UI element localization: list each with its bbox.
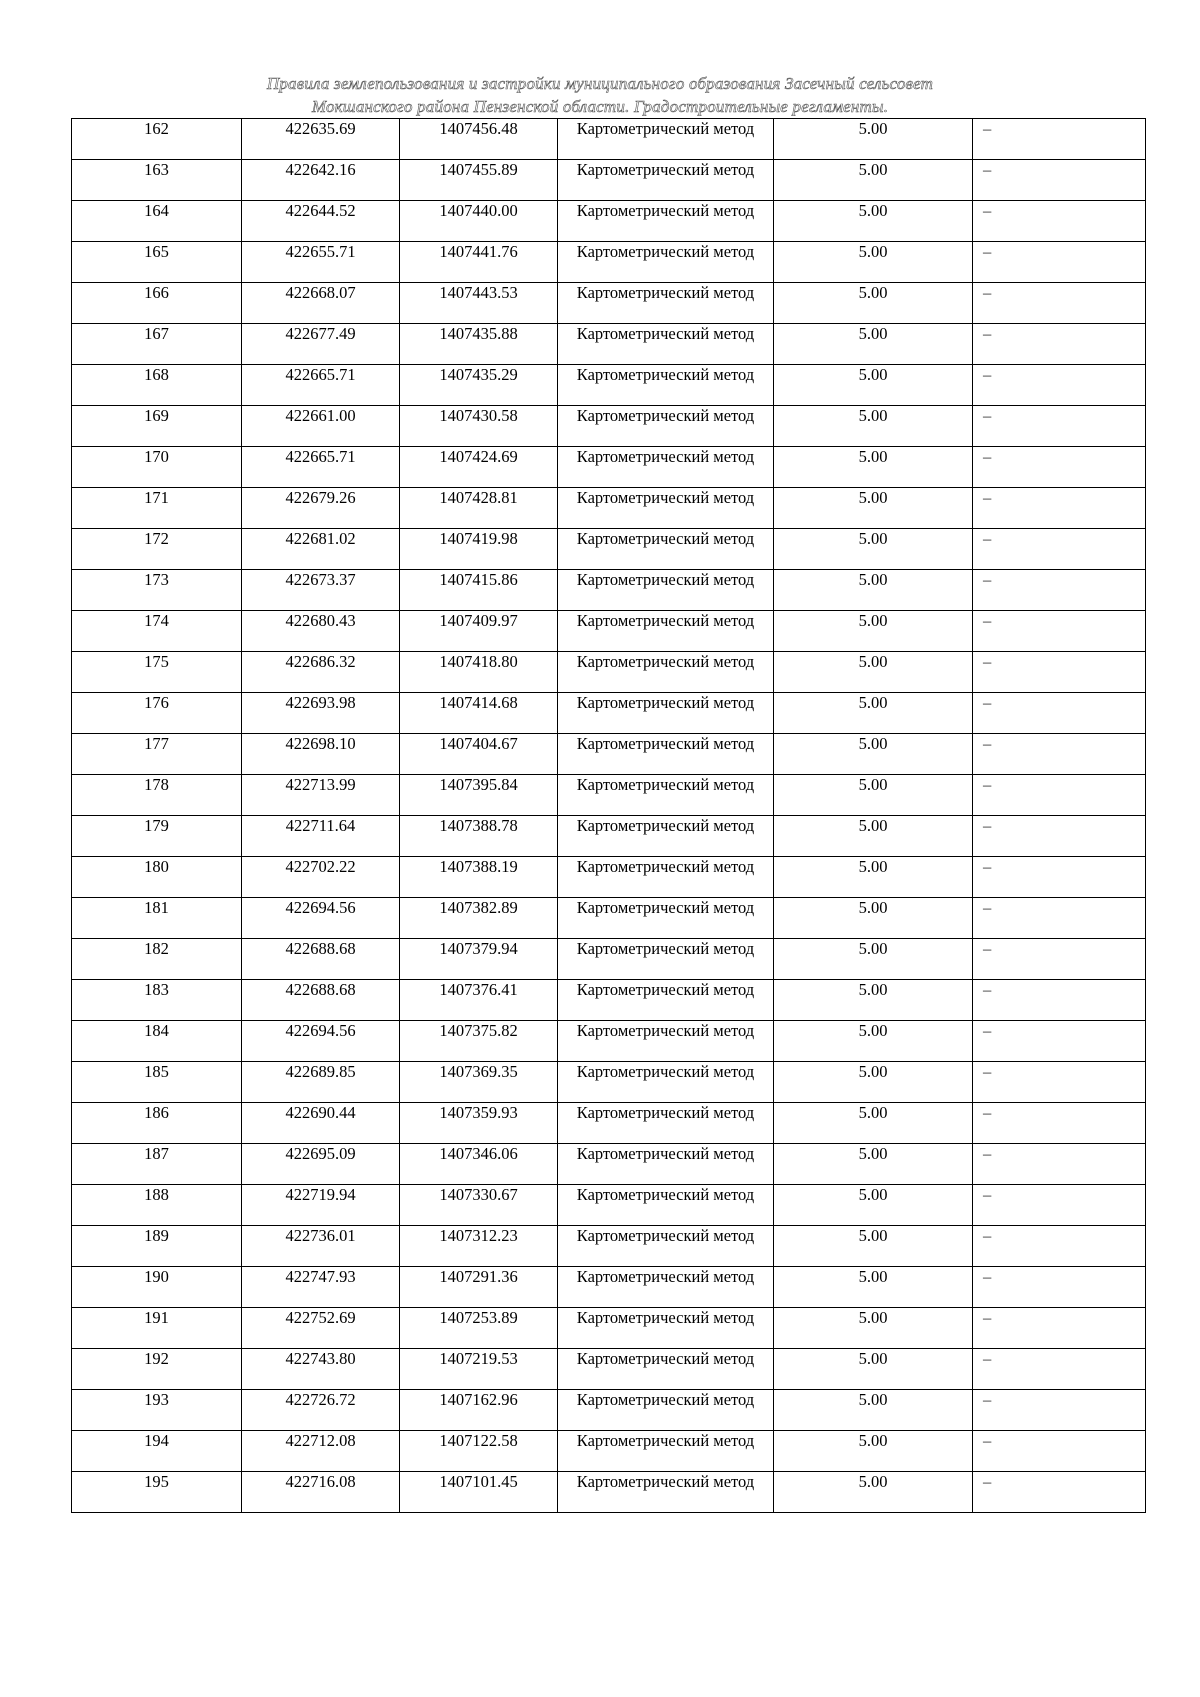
point-number-cell: 167 bbox=[72, 324, 242, 365]
y-coordinate-cell: 1407430.58 bbox=[400, 406, 558, 447]
method-cell: Картометрический метод bbox=[558, 1390, 774, 1431]
method-cell: Картометрический метод bbox=[558, 775, 774, 816]
y-coordinate-cell: 1407435.29 bbox=[400, 365, 558, 406]
note-cell: – bbox=[973, 242, 1146, 283]
x-coordinate-cell: 422668.07 bbox=[242, 283, 400, 324]
note-cell: – bbox=[973, 1390, 1146, 1431]
point-number-cell: 177 bbox=[72, 734, 242, 775]
point-number-cell: 170 bbox=[72, 447, 242, 488]
precision-cell: 5.00 bbox=[774, 1185, 973, 1226]
point-number-cell: 195 bbox=[72, 1472, 242, 1513]
note-cell: – bbox=[973, 1103, 1146, 1144]
precision-cell: 5.00 bbox=[774, 119, 973, 160]
note-cell: – bbox=[973, 488, 1146, 529]
y-coordinate-cell: 1407101.45 bbox=[400, 1472, 558, 1513]
x-coordinate-cell: 422665.71 bbox=[242, 447, 400, 488]
point-number-cell: 191 bbox=[72, 1308, 242, 1349]
table-row bbox=[72, 1349, 1146, 1390]
x-coordinate-cell: 422644.52 bbox=[242, 201, 400, 242]
precision-cell: 5.00 bbox=[774, 980, 973, 1021]
note-cell: – bbox=[973, 693, 1146, 734]
y-coordinate-cell: 1407382.89 bbox=[400, 898, 558, 939]
x-coordinate-cell: 422673.37 bbox=[242, 570, 400, 611]
point-number-cell: 165 bbox=[72, 242, 242, 283]
x-coordinate-cell: 422665.71 bbox=[242, 365, 400, 406]
table-row bbox=[72, 1103, 1146, 1144]
y-coordinate-cell: 1407395.84 bbox=[400, 775, 558, 816]
precision-cell: 5.00 bbox=[774, 1103, 973, 1144]
point-number-cell: 172 bbox=[72, 529, 242, 570]
x-coordinate-cell: 422681.02 bbox=[242, 529, 400, 570]
point-number-cell: 163 bbox=[72, 160, 242, 201]
header-line-2: Мокшанского района Пензенской области. Градостроительные регламенты. bbox=[311, 97, 889, 116]
precision-cell: 5.00 bbox=[774, 1021, 973, 1062]
precision-cell: 5.00 bbox=[774, 857, 973, 898]
point-number-cell: 164 bbox=[72, 201, 242, 242]
table-row bbox=[72, 365, 1146, 406]
y-coordinate-cell: 1407409.97 bbox=[400, 611, 558, 652]
note-cell: – bbox=[973, 652, 1146, 693]
precision-cell: 5.00 bbox=[774, 1308, 973, 1349]
x-coordinate-cell: 422688.68 bbox=[242, 939, 400, 980]
x-coordinate-cell: 422680.43 bbox=[242, 611, 400, 652]
table-row bbox=[72, 283, 1146, 324]
coordinates-table-body bbox=[72, 119, 1146, 1513]
method-cell: Картометрический метод bbox=[558, 1349, 774, 1390]
table-row bbox=[72, 775, 1146, 816]
point-number-cell: 187 bbox=[72, 1144, 242, 1185]
x-coordinate-cell: 422711.64 bbox=[242, 816, 400, 857]
table-row bbox=[72, 1390, 1146, 1431]
x-coordinate-cell: 422693.98 bbox=[242, 693, 400, 734]
table-row bbox=[72, 898, 1146, 939]
note-cell: – bbox=[973, 775, 1146, 816]
note-cell: – bbox=[973, 283, 1146, 324]
note-cell: – bbox=[973, 201, 1146, 242]
method-cell: Картометрический метод bbox=[558, 201, 774, 242]
precision-cell: 5.00 bbox=[774, 1472, 973, 1513]
table-row bbox=[72, 1267, 1146, 1308]
x-coordinate-cell: 422679.26 bbox=[242, 488, 400, 529]
note-cell: – bbox=[973, 1021, 1146, 1062]
y-coordinate-cell: 1407455.89 bbox=[400, 160, 558, 201]
y-coordinate-cell: 1407388.78 bbox=[400, 816, 558, 857]
table-row bbox=[72, 652, 1146, 693]
table-row bbox=[72, 1144, 1146, 1185]
table-row bbox=[72, 1021, 1146, 1062]
point-number-cell: 189 bbox=[72, 1226, 242, 1267]
y-coordinate-cell: 1407440.00 bbox=[400, 201, 558, 242]
method-cell: Картометрический метод bbox=[558, 1185, 774, 1226]
precision-cell: 5.00 bbox=[774, 160, 973, 201]
note-cell: – bbox=[973, 980, 1146, 1021]
point-number-cell: 169 bbox=[72, 406, 242, 447]
point-number-cell: 176 bbox=[72, 693, 242, 734]
point-number-cell: 166 bbox=[72, 283, 242, 324]
method-cell: Картометрический метод bbox=[558, 1308, 774, 1349]
point-number-cell: 171 bbox=[72, 488, 242, 529]
x-coordinate-cell: 422712.08 bbox=[242, 1431, 400, 1472]
method-cell: Картометрический метод bbox=[558, 816, 774, 857]
method-cell: Картометрический метод bbox=[558, 1472, 774, 1513]
y-coordinate-cell: 1407291.36 bbox=[400, 1267, 558, 1308]
y-coordinate-cell: 1407404.67 bbox=[400, 734, 558, 775]
precision-cell: 5.00 bbox=[774, 1431, 973, 1472]
table-row bbox=[72, 488, 1146, 529]
table-row bbox=[72, 1226, 1146, 1267]
table-row bbox=[72, 447, 1146, 488]
y-coordinate-cell: 1407330.67 bbox=[400, 1185, 558, 1226]
precision-cell: 5.00 bbox=[774, 242, 973, 283]
precision-cell: 5.00 bbox=[774, 1390, 973, 1431]
y-coordinate-cell: 1407456.48 bbox=[400, 119, 558, 160]
point-number-cell: 183 bbox=[72, 980, 242, 1021]
y-coordinate-cell: 1407424.69 bbox=[400, 447, 558, 488]
y-coordinate-cell: 1407443.53 bbox=[400, 283, 558, 324]
table-row bbox=[72, 693, 1146, 734]
precision-cell: 5.00 bbox=[774, 775, 973, 816]
table-row bbox=[72, 1062, 1146, 1103]
x-coordinate-cell: 422677.49 bbox=[242, 324, 400, 365]
x-coordinate-cell: 422661.00 bbox=[242, 406, 400, 447]
table-row bbox=[72, 1472, 1146, 1513]
point-number-cell: 179 bbox=[72, 816, 242, 857]
x-coordinate-cell: 422726.72 bbox=[242, 1390, 400, 1431]
x-coordinate-cell: 422716.08 bbox=[242, 1472, 400, 1513]
point-number-cell: 193 bbox=[72, 1390, 242, 1431]
method-cell: Картометрический метод bbox=[558, 283, 774, 324]
note-cell: – bbox=[973, 898, 1146, 939]
y-coordinate-cell: 1407435.88 bbox=[400, 324, 558, 365]
table-row bbox=[72, 734, 1146, 775]
y-coordinate-cell: 1407162.96 bbox=[400, 1390, 558, 1431]
y-coordinate-cell: 1407379.94 bbox=[400, 939, 558, 980]
method-cell: Картометрический метод bbox=[558, 488, 774, 529]
header-line-1: Правила землепользования и застройки муниципального образования Засечный сельсовет bbox=[266, 74, 934, 93]
method-cell: Картометрический метод bbox=[558, 1021, 774, 1062]
y-coordinate-cell: 1407388.19 bbox=[400, 857, 558, 898]
x-coordinate-cell: 422713.99 bbox=[242, 775, 400, 816]
note-cell: – bbox=[973, 857, 1146, 898]
point-number-cell: 184 bbox=[72, 1021, 242, 1062]
x-coordinate-cell: 422655.71 bbox=[242, 242, 400, 283]
method-cell: Картометрический метод bbox=[558, 939, 774, 980]
method-cell: Картометрический метод bbox=[558, 529, 774, 570]
precision-cell: 5.00 bbox=[774, 365, 973, 406]
table-row bbox=[72, 570, 1146, 611]
x-coordinate-cell: 422694.56 bbox=[242, 898, 400, 939]
x-coordinate-cell: 422689.85 bbox=[242, 1062, 400, 1103]
table-row bbox=[72, 816, 1146, 857]
point-number-cell: 173 bbox=[72, 570, 242, 611]
note-cell: – bbox=[973, 160, 1146, 201]
y-coordinate-cell: 1407415.86 bbox=[400, 570, 558, 611]
precision-cell: 5.00 bbox=[774, 570, 973, 611]
y-coordinate-cell: 1407122.58 bbox=[400, 1431, 558, 1472]
note-cell: – bbox=[973, 611, 1146, 652]
y-coordinate-cell: 1407359.93 bbox=[400, 1103, 558, 1144]
table-row bbox=[72, 857, 1146, 898]
table-row bbox=[72, 1431, 1146, 1472]
point-number-cell: 192 bbox=[72, 1349, 242, 1390]
precision-cell: 5.00 bbox=[774, 283, 973, 324]
precision-cell: 5.00 bbox=[774, 1226, 973, 1267]
note-cell: – bbox=[973, 570, 1146, 611]
precision-cell: 5.00 bbox=[774, 1267, 973, 1308]
x-coordinate-cell: 422702.22 bbox=[242, 857, 400, 898]
point-number-cell: 180 bbox=[72, 857, 242, 898]
note-cell: – bbox=[973, 1144, 1146, 1185]
x-coordinate-cell: 422686.32 bbox=[242, 652, 400, 693]
point-number-cell: 188 bbox=[72, 1185, 242, 1226]
y-coordinate-cell: 1407346.06 bbox=[400, 1144, 558, 1185]
method-cell: Картометрический метод bbox=[558, 242, 774, 283]
precision-cell: 5.00 bbox=[774, 324, 973, 365]
x-coordinate-cell: 422752.69 bbox=[242, 1308, 400, 1349]
y-coordinate-cell: 1407376.41 bbox=[400, 980, 558, 1021]
precision-cell: 5.00 bbox=[774, 898, 973, 939]
table-row bbox=[72, 242, 1146, 283]
x-coordinate-cell: 422694.56 bbox=[242, 1021, 400, 1062]
table-row bbox=[72, 160, 1146, 201]
note-cell: – bbox=[973, 734, 1146, 775]
note-cell: – bbox=[973, 1062, 1146, 1103]
x-coordinate-cell: 422690.44 bbox=[242, 1103, 400, 1144]
table-row bbox=[72, 529, 1146, 570]
table-row bbox=[72, 406, 1146, 447]
precision-cell: 5.00 bbox=[774, 488, 973, 529]
method-cell: Картометрический метод bbox=[558, 980, 774, 1021]
note-cell: – bbox=[973, 119, 1146, 160]
x-coordinate-cell: 422635.69 bbox=[242, 119, 400, 160]
note-cell: – bbox=[973, 1308, 1146, 1349]
table-row bbox=[72, 1185, 1146, 1226]
point-number-cell: 181 bbox=[72, 898, 242, 939]
y-coordinate-cell: 1407418.80 bbox=[400, 652, 558, 693]
table-row bbox=[72, 119, 1146, 160]
precision-cell: 5.00 bbox=[774, 529, 973, 570]
note-cell: – bbox=[973, 1185, 1146, 1226]
method-cell: Картометрический метод bbox=[558, 1267, 774, 1308]
precision-cell: 5.00 bbox=[774, 1062, 973, 1103]
y-coordinate-cell: 1407414.68 bbox=[400, 693, 558, 734]
precision-cell: 5.00 bbox=[774, 652, 973, 693]
x-coordinate-cell: 422736.01 bbox=[242, 1226, 400, 1267]
y-coordinate-cell: 1407419.98 bbox=[400, 529, 558, 570]
point-number-cell: 178 bbox=[72, 775, 242, 816]
precision-cell: 5.00 bbox=[774, 734, 973, 775]
note-cell: – bbox=[973, 529, 1146, 570]
method-cell: Картометрический метод bbox=[558, 119, 774, 160]
precision-cell: 5.00 bbox=[774, 1349, 973, 1390]
precision-cell: 5.00 bbox=[774, 201, 973, 242]
method-cell: Картометрический метод bbox=[558, 1062, 774, 1103]
method-cell: Картометрический метод bbox=[558, 857, 774, 898]
method-cell: Картометрический метод bbox=[558, 734, 774, 775]
note-cell: – bbox=[973, 1349, 1146, 1390]
precision-cell: 5.00 bbox=[774, 406, 973, 447]
x-coordinate-cell: 422698.10 bbox=[242, 734, 400, 775]
x-coordinate-cell: 422747.93 bbox=[242, 1267, 400, 1308]
precision-cell: 5.00 bbox=[774, 1144, 973, 1185]
method-cell: Картометрический метод bbox=[558, 1144, 774, 1185]
y-coordinate-cell: 1407441.76 bbox=[400, 242, 558, 283]
point-number-cell: 182 bbox=[72, 939, 242, 980]
y-coordinate-cell: 1407219.53 bbox=[400, 1349, 558, 1390]
precision-cell: 5.00 bbox=[774, 816, 973, 857]
table-row bbox=[72, 201, 1146, 242]
coordinates-table bbox=[71, 118, 1146, 1513]
method-cell: Картометрический метод bbox=[558, 898, 774, 939]
x-coordinate-cell: 422695.09 bbox=[242, 1144, 400, 1185]
x-coordinate-cell: 422719.94 bbox=[242, 1185, 400, 1226]
x-coordinate-cell: 422688.68 bbox=[242, 980, 400, 1021]
note-cell: – bbox=[973, 406, 1146, 447]
point-number-cell: 168 bbox=[72, 365, 242, 406]
point-number-cell: 194 bbox=[72, 1431, 242, 1472]
precision-cell: 5.00 bbox=[774, 611, 973, 652]
method-cell: Картометрический метод bbox=[558, 365, 774, 406]
table-row bbox=[72, 939, 1146, 980]
x-coordinate-cell: 422642.16 bbox=[242, 160, 400, 201]
method-cell: Картометрический метод bbox=[558, 324, 774, 365]
precision-cell: 5.00 bbox=[774, 447, 973, 488]
method-cell: Картометрический метод bbox=[558, 570, 774, 611]
y-coordinate-cell: 1407375.82 bbox=[400, 1021, 558, 1062]
method-cell: Картометрический метод bbox=[558, 406, 774, 447]
note-cell: – bbox=[973, 365, 1146, 406]
method-cell: Картометрический метод bbox=[558, 693, 774, 734]
note-cell: – bbox=[973, 816, 1146, 857]
y-coordinate-cell: 1407253.89 bbox=[400, 1308, 558, 1349]
note-cell: – bbox=[973, 1226, 1146, 1267]
note-cell: – bbox=[973, 939, 1146, 980]
y-coordinate-cell: 1407312.23 bbox=[400, 1226, 558, 1267]
method-cell: Картометрический метод bbox=[558, 160, 774, 201]
precision-cell: 5.00 bbox=[774, 693, 973, 734]
y-coordinate-cell: 1407369.35 bbox=[400, 1062, 558, 1103]
table-row bbox=[72, 980, 1146, 1021]
page-header bbox=[0, 72, 1200, 118]
point-number-cell: 174 bbox=[72, 611, 242, 652]
method-cell: Картометрический метод bbox=[558, 1103, 774, 1144]
method-cell: Картометрический метод bbox=[558, 1431, 774, 1472]
note-cell: – bbox=[973, 324, 1146, 365]
x-coordinate-cell: 422743.80 bbox=[242, 1349, 400, 1390]
table-row bbox=[72, 1308, 1146, 1349]
point-number-cell: 186 bbox=[72, 1103, 242, 1144]
method-cell: Картометрический метод bbox=[558, 1226, 774, 1267]
note-cell: – bbox=[973, 1431, 1146, 1472]
point-number-cell: 175 bbox=[72, 652, 242, 693]
note-cell: – bbox=[973, 1472, 1146, 1513]
precision-cell: 5.00 bbox=[774, 939, 973, 980]
method-cell: Картометрический метод bbox=[558, 652, 774, 693]
table-row bbox=[72, 611, 1146, 652]
y-coordinate-cell: 1407428.81 bbox=[400, 488, 558, 529]
point-number-cell: 162 bbox=[72, 119, 242, 160]
method-cell: Картометрический метод bbox=[558, 611, 774, 652]
note-cell: – bbox=[973, 447, 1146, 488]
point-number-cell: 185 bbox=[72, 1062, 242, 1103]
point-number-cell: 190 bbox=[72, 1267, 242, 1308]
table-row bbox=[72, 324, 1146, 365]
note-cell: – bbox=[973, 1267, 1146, 1308]
method-cell: Картометрический метод bbox=[558, 447, 774, 488]
